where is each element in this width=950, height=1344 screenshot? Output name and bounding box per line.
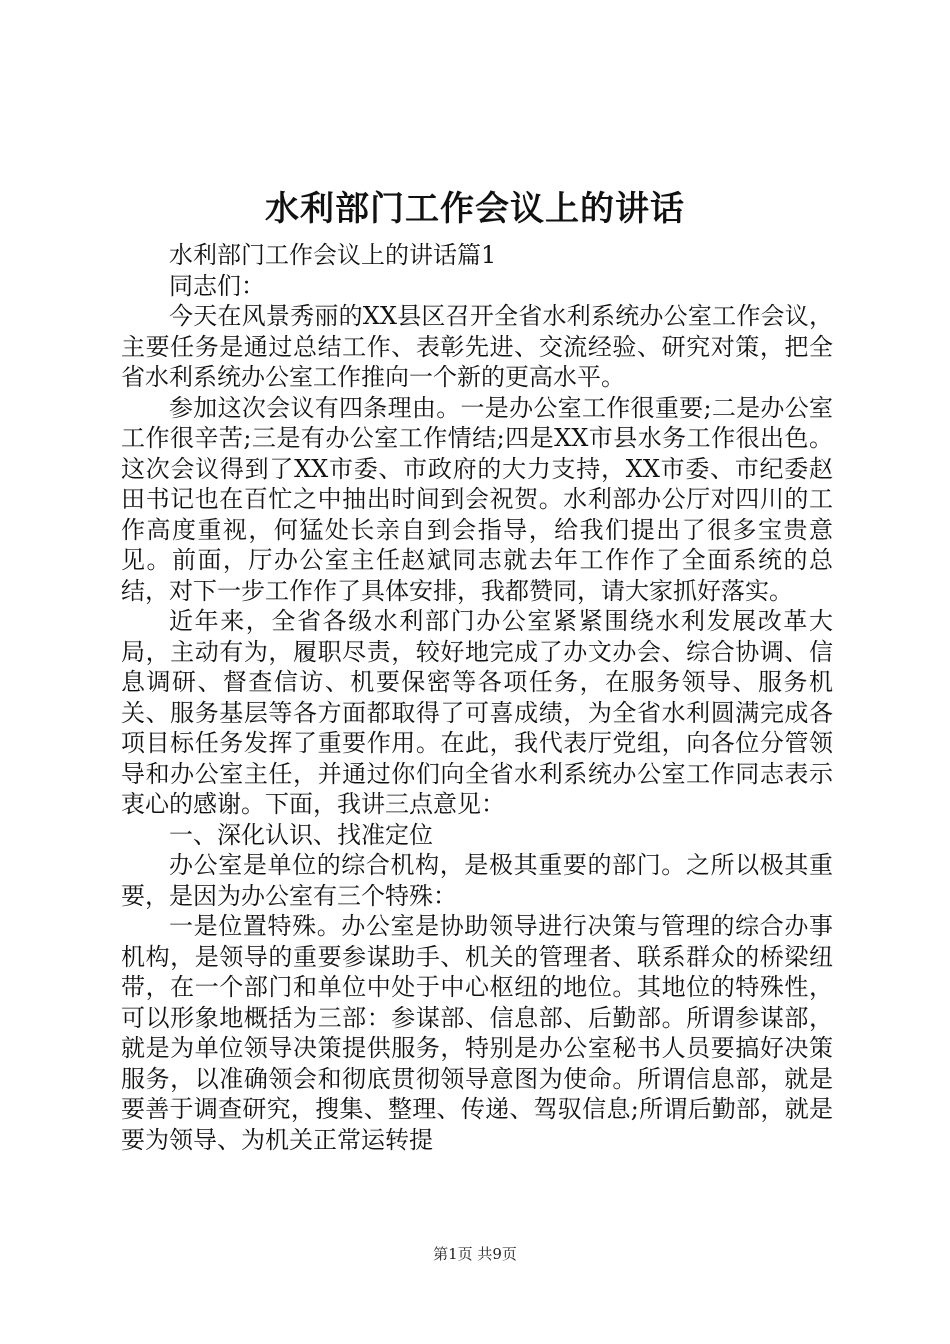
paragraph: 办公室是单位的综合机构，是极其重要的部门。之所以极其重要，是因为办公室有三个特殊： [121,851,833,910]
subheading: 一、深化认识、找准定位 [169,820,433,849]
page-number-footer: 第1页 共9页 [433,1245,517,1263]
paragraph: 一是位置特殊。办公室是协助领导进行决策与管理的综合办事机构，是领导的重要参谋助手、机关的管理者、联系群众的桥梁纽带，在一个部门和单位中处于中心枢纽的地位。其地位的特殊性，可以形象地概括为三部：参谋部、信息部、后勤部。所谓参谋部，就是为单位领导决策提供服务，特别是办公室秘书人员要搞好决策服务，以准确领会和彻底贯彻领导意图为使命。所谓信息部，就是要善于调查研究，搜集、整理、传递、驾驭信息;所谓后勤部，就是要为领导、为机关正常运转提 [121,912,833,1154]
paragraph: 参加这次会议有四条理由。一是办公室工作很重要;二是办公室工作很辛苦;三是有办公室工作情结;四是XX市县水务工作很出色。这次会议得到了XX市委、市政府的大力支持，XX市委、市纪委赵田书记也在百忙之中抽出时间到会祝贺。水利部办公厅对四川的工作高度重视，何猛处长亲自到会指导，给我们提出了很多宝贵意见。前面，厅办公室主任赵斌同志就去年工作作了全面系统的总结，对下一步工作作了具体安排，我都赞同，请大家抓好落实。 [121,393,833,605]
section-heading: 水利部门工作会议上的讲话篇1 [169,241,497,269]
paragraph: 今天在风景秀丽的XX县区召开全省水利系统办公室工作会议，主要任务是通过总结工作、表彰先进、交流经验、研究对策，把全省水利系统办公室工作推向一个新的更高水平。 [121,302,833,391]
document-body [121,240,833,1155]
salutation: 同志们： [169,271,265,300]
document-title: 水利部门工作会议上的讲话 [265,189,685,229]
paragraph: 近年来，全省各级水利部门办公室紧紧围绕水利发展改革大局，主动有为，履职尽责，较好地完成了办文办会、综合协调、信息调研、督查信访、机要保密等各项任务，在服务领导、服务机关、服务基层等各方面都取得了可喜成绩，为全省水利圆满完成各项目标任务发挥了重要作用。在此，我代表厅党组，向各位分管领导和办公室主任，并通过你们向全省水利系统办公室工作同志表示衷心的感谢。下面，我讲三点意见： [121,607,833,818]
